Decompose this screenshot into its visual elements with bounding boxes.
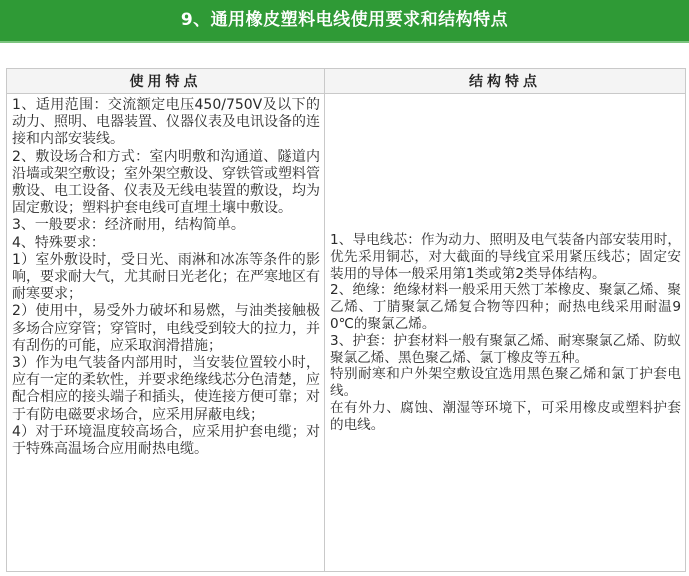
header-usage: 使用特点 <box>7 69 325 94</box>
usage-item: 1、适用范围：交流额定电压450/750V及以下的动力、照明、电器装置、仪器仪表及电讯设备的连接和内部安装线。 <box>12 97 320 148</box>
table-header-row <box>7 69 686 94</box>
structure-item: 2、绝缘：绝缘材料一般采用天然丁苯橡皮、聚氯乙烯、聚乙烯、丁腈聚氯乙烯复合物等四种；耐热电线采用耐温90℃的聚氯乙烯。 <box>330 282 681 332</box>
usage-item: 2、敷设场合和方式：室内明敷和沟通道、隧道内沿墙或架空敷设；室外架空敷设、穿铁管或塑料管敷设、电工设备、仪表及无线电装置的敷设，均为固定敷设；塑料护套电线可直埋土壤中敷设。 <box>12 148 320 217</box>
usage-item: 4）对于环境温度较高场合，应采用护套电缆；对于特殊高温场合应用耐热电缆。 <box>12 423 320 458</box>
usage-item: 4、特殊要求： <box>12 234 105 251</box>
structure-cell <box>325 94 686 572</box>
header-structure: 结构特点 <box>325 69 686 94</box>
usage-item: 2）使用中，易受外力破坏和易燃，与油类接触极多场合应穿管；穿管时，电线受到较大的拉力，并有刮伤的可能，应采取润滑措施； <box>12 303 320 354</box>
page-title: 9、通用橡皮塑料电线使用要求和结构特点 <box>0 0 689 41</box>
usage-item: 3）作为电气装备内部用时，当安装位置较小时，应有一定的柔软性，并要求绝缘线芯分色清楚，应配合相应的接头端子和插头，使连接方便可靠；对于有防电磁要求场合，应采用屏蔽电线； <box>12 355 320 423</box>
usage-item: 1）室外敷设时，受日光、雨淋和冰冻等条件的影响，要求耐大气，尤其耐日光老化；在严寒地区有耐寒要求； <box>12 251 320 303</box>
structure-item: 3、护套：护套材料一般有聚氯乙烯、耐寒聚氯乙烯、防蚁聚氯乙烯、黑色聚乙烯、氯丁橡皮等五种。 <box>330 332 681 366</box>
structure-item: 1、导电线芯：作为动力、照明及电气装备内部安装用时，优先采用铜芯，对大截面的导线宜采用紧压线芯；固定安装用的导体一般采用第1类或第2类导体结构。 <box>330 232 681 282</box>
usage-cell <box>7 94 325 572</box>
structure-item: 特别耐寒和户外架空敷设宜选用黑色聚乙烯和氯丁护套电线。 <box>330 366 681 400</box>
structure-item: 在有外力、腐蚀、潮湿等环境下，可采用橡皮或塑料护套的电线。 <box>330 399 681 433</box>
title-divider <box>0 41 689 43</box>
spec-table <box>6 68 686 572</box>
table-row <box>7 94 686 572</box>
usage-item: 3、一般要求：经济耐用，结构简单。 <box>12 217 245 234</box>
